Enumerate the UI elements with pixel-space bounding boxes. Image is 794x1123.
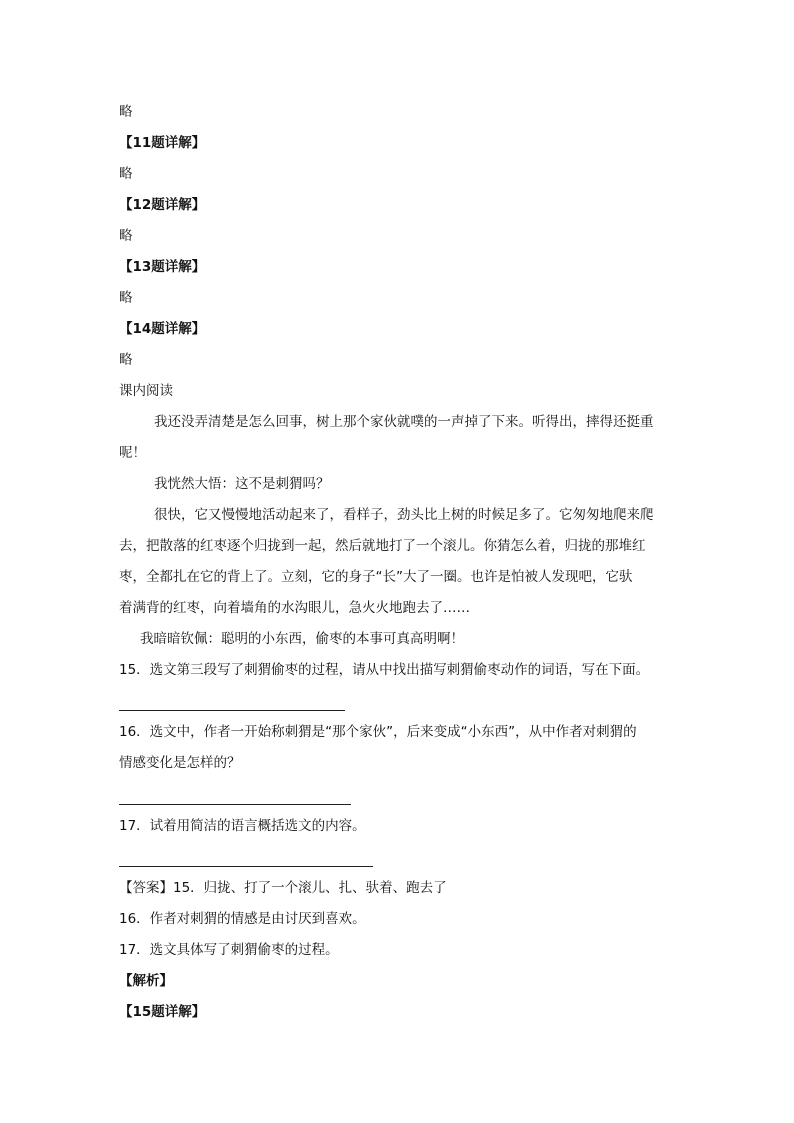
answer-15: 【答案】15．归拢、打了一个滚儿、扎、驮着、跑去了 — [119, 880, 447, 896]
heading-q14-detail: 【14题详解】 — [119, 321, 206, 337]
answer-omitted: 略 — [119, 228, 133, 244]
passage-paragraph-1-cont: 呢！ — [119, 445, 146, 461]
question-16-cont: 情感变化是怎样的？ — [119, 755, 241, 771]
heading-q11-detail: 【11题详解】 — [119, 135, 206, 151]
answer-blank-line — [119, 866, 373, 867]
heading-q15-detail: 【15题详解】 — [119, 1004, 206, 1020]
answer-16: 16．作者对刺猬的情感是由讨厌到喜欢。 — [119, 911, 366, 927]
passage-paragraph-2: 我恍然大悟：这不是刺猬吗？ — [154, 476, 330, 492]
answer-omitted: 略 — [119, 166, 133, 182]
passage-paragraph-3-cont: 着满背的红枣，向着墙角的水沟眼儿，急火火地跑去了…… — [119, 600, 470, 616]
answer-omitted: 略 — [119, 352, 133, 368]
answer-blank-line — [119, 804, 351, 805]
answer-blank-line — [119, 710, 345, 711]
passage-paragraph-1: 我还没弄清楚是怎么回事，树上那个家伙就噗的一声掉了下来。听得出，摔得还挺重 — [154, 414, 654, 430]
analysis-heading: 【解析】 — [119, 973, 173, 989]
question-17: 17．试着用简洁的语言概括选文的内容。 — [119, 818, 366, 834]
heading-q12-detail: 【12题详解】 — [119, 197, 206, 213]
heading-q13-detail: 【13题详解】 — [119, 259, 206, 275]
passage-paragraph-3: 很快，它又慢慢地活动起来了，看样子，劲头比上树的时候足多了。它匆匆地爬来爬 — [154, 507, 654, 523]
question-15: 15．选文第三段写了刺猬偷枣的过程，请从中找出描写刺猬偷枣动作的词语，写在下面。 — [119, 662, 650, 678]
section-title: 课内阅读 — [119, 383, 173, 399]
passage-paragraph-3-cont: 去，把散落的红枣逐个归拢到一起，然后就地打了一个滚儿。你猜怎么着，归拢的那堆红 — [119, 538, 646, 554]
passage-paragraph-4: 我暗暗钦佩：聪明的小东西，偷枣的本事可真高明啊！ — [140, 631, 464, 647]
question-16: 16．选文中，作者一开始称刺猬是“那个家伙”，后来变成“小东西”，从中作者对刺猬的 — [119, 724, 637, 740]
answer-17: 17．选文具体写了刺猬偷枣的过程。 — [119, 942, 339, 958]
passage-paragraph-3-cont: 枣，全都扎在它的背上了。立刻，它的身子“长”大了一圈。也许是怕被人发现吧，它驮 — [119, 569, 633, 585]
answer-omitted: 略 — [119, 104, 133, 120]
answer-omitted: 略 — [119, 290, 133, 306]
